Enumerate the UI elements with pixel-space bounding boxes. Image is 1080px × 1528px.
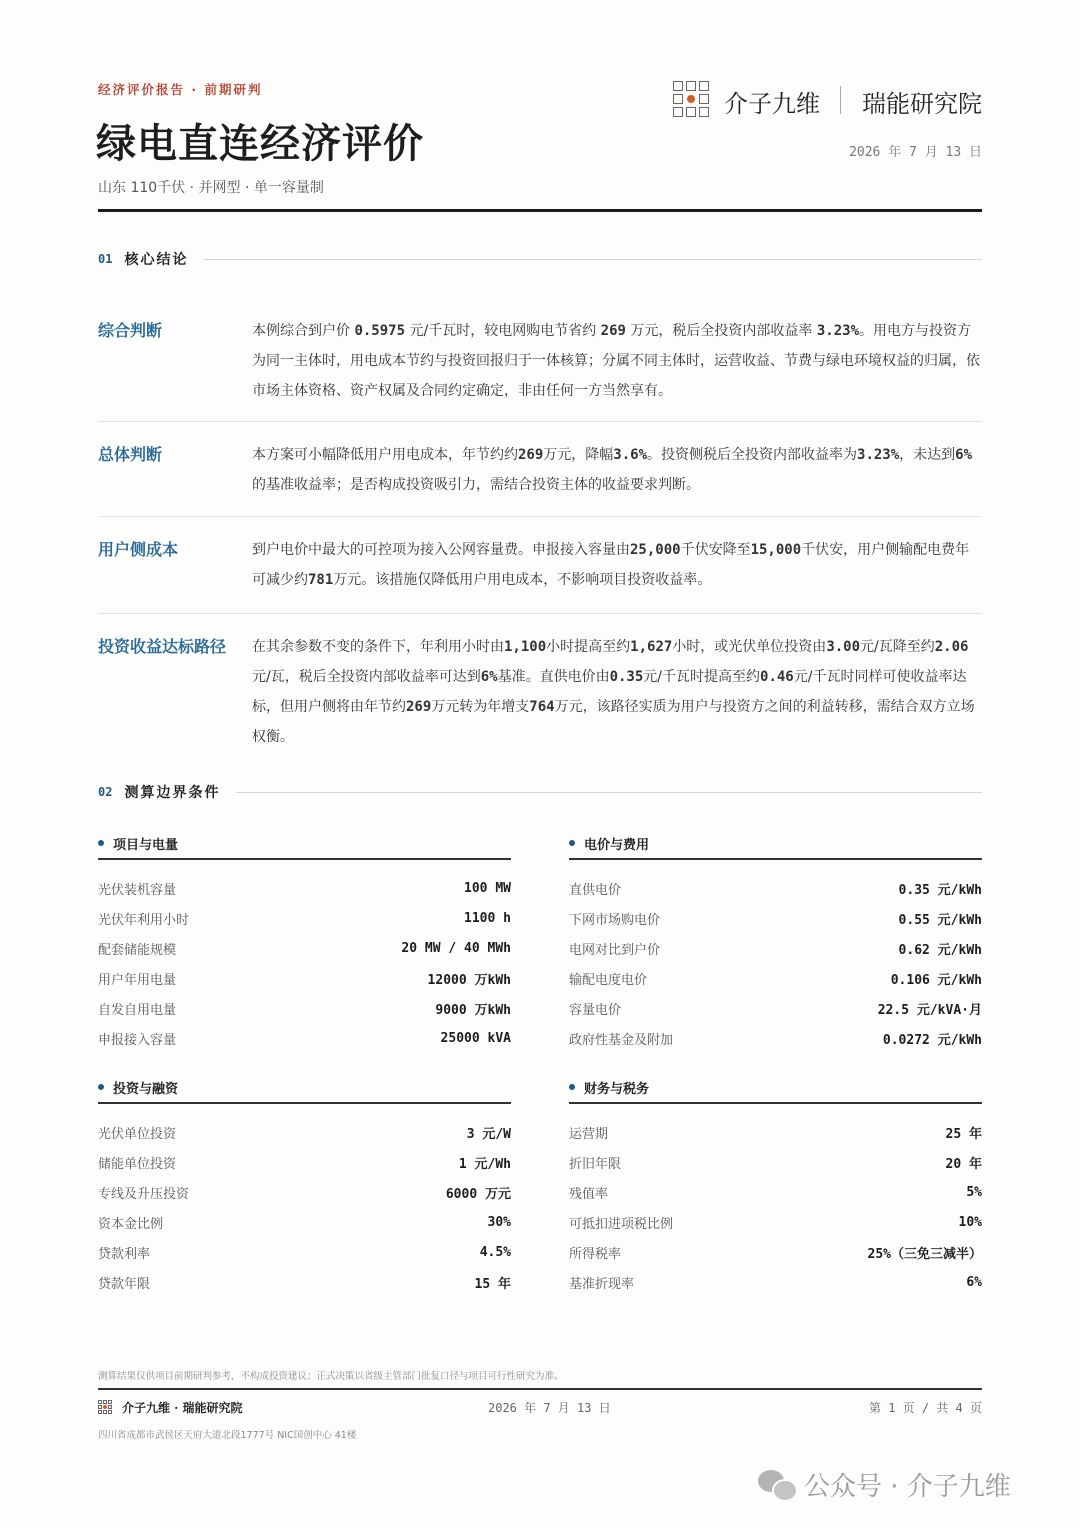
table-row — [98, 903, 511, 933]
brand-primary: 介子九维 — [724, 90, 820, 118]
highlight-value: 6% — [480, 669, 498, 685]
param-name: 申报接入容量 — [98, 1032, 177, 1048]
conclusion-item — [98, 632, 982, 752]
param-name: 所得税率 — [569, 1246, 622, 1262]
param-name: 用户年用电量 — [98, 972, 177, 988]
param-table-finance — [569, 1076, 982, 1297]
param-value: 0.106 元/kWh — [890, 972, 982, 988]
text-run: 万元，税后全投资内部收益率 — [625, 323, 817, 339]
table-row — [98, 1207, 511, 1237]
param-value: 10% — [958, 1214, 982, 1230]
param-value: 25 年 — [945, 1126, 982, 1142]
conclusion-label: 综合判断 — [98, 321, 163, 340]
text-run: 元/千瓦时同样可使收益率达标，但用户侧将由年节约 — [252, 669, 967, 715]
text-run: 到户电价中最大的可控项为接入公网容量费。申报接入容量由 — [252, 542, 630, 558]
text-run: 的基准收益率；是否构成投资吸引力，需结合投资主体的收益要求判断。 — [252, 477, 700, 493]
footer-logo-icon — [98, 1400, 113, 1415]
param-value: 20 年 — [945, 1156, 982, 1172]
text-run: 小时提高至约 — [546, 639, 631, 655]
section-header-assumptions — [98, 782, 982, 802]
param-name: 容量电价 — [569, 1002, 622, 1018]
text-run: ，未达到 — [899, 447, 956, 463]
wechat-icon — [758, 1470, 794, 1500]
param-name: 配套储能规模 — [98, 942, 177, 958]
param-name: 贷款年限 — [98, 1276, 151, 1292]
highlight-value: 25,000 — [630, 542, 681, 558]
footer-date: 2026 年 7 月 13 日 — [488, 1401, 611, 1415]
param-table-project — [98, 832, 511, 1053]
table-row — [569, 1117, 982, 1147]
highlight-value: 15,000 — [750, 542, 802, 558]
conclusion-item — [98, 440, 982, 500]
text-run: 在其余参数不变的条件下，年利用小时由 — [252, 639, 504, 655]
param-name: 资本金比例 — [98, 1216, 164, 1232]
highlight-value: 1,100 — [504, 639, 547, 655]
param-name: 残值率 — [569, 1186, 609, 1202]
param-name: 光伏年利用小时 — [98, 912, 190, 928]
text-run: 本方案可小幅降低用户用电成本，年节约约 — [252, 447, 518, 463]
text-run: 千伏安降至 — [680, 542, 751, 558]
conclusion-text — [252, 316, 982, 406]
table-row — [569, 1207, 982, 1237]
conclusion-label: 用户侧成本 — [98, 540, 179, 559]
highlight-value: 0.35 — [609, 669, 644, 685]
param-name: 运营期 — [569, 1126, 609, 1142]
footer-address: 四川省成都市武侯区天府大道北段1777号 NIC国创中心 41楼 — [98, 1430, 357, 1441]
table-row — [569, 1023, 982, 1053]
page-title: 绿电直连经济评价 — [96, 120, 424, 167]
highlight-value: 1,627 — [630, 639, 673, 655]
brand-secondary: 瑞能研究院 — [862, 90, 982, 118]
footer-divider — [98, 1388, 982, 1390]
table-title-text: 投资与融资 — [113, 1081, 179, 1097]
conclusion-text — [252, 440, 982, 500]
text-run: 千伏安，用户侧输配电费年可减少约 — [252, 542, 970, 588]
param-value: 12000 万kWh — [427, 972, 511, 988]
text-run: 元/千瓦时，较电网购电节省约 — [405, 323, 601, 339]
param-value: 30% — [487, 1214, 511, 1230]
section-header-conclusions — [98, 249, 982, 269]
highlight-value: 781 — [308, 572, 334, 588]
disclaimer: 测算结果仅供项目前期研判参考，不构成投资建议；正式决策以省级主管部门批复口径与项目可行性研究为准。 — [98, 1371, 564, 1382]
highlight-value: 3.00 — [826, 639, 861, 655]
text-run: 本例综合到户价 — [252, 323, 355, 339]
footer-brand: 介子九维 · 瑞能研究院 — [122, 1401, 243, 1415]
param-table-investment — [98, 1076, 511, 1297]
bullet-icon — [569, 1084, 575, 1090]
param-name: 基准折现率 — [569, 1276, 635, 1292]
param-name: 政府性基金及附加 — [569, 1032, 674, 1048]
param-name: 专线及升压投资 — [98, 1186, 190, 1202]
table-row — [98, 1177, 511, 1207]
divider — [98, 613, 982, 614]
highlight-value: 269 — [600, 323, 626, 339]
param-name: 可抵扣进项税比例 — [569, 1216, 674, 1232]
text-run: 元/瓦降至约 — [860, 639, 935, 655]
watermark-text: 公众号 · 介子九维 — [804, 1472, 1011, 1502]
page-number: 第 1 页 / 共 4 页 — [868, 1401, 982, 1415]
section-rule — [236, 792, 982, 793]
param-name: 贷款利率 — [98, 1246, 151, 1262]
table-row — [98, 1023, 511, 1053]
table-title — [569, 832, 982, 860]
table-row — [98, 1237, 511, 1267]
table-row — [569, 933, 982, 963]
table-row — [569, 1147, 982, 1177]
conclusion-label: 投资收益达标路径 — [98, 637, 227, 656]
brand-divider — [840, 86, 841, 114]
table-row — [98, 993, 511, 1023]
text-run: 小时，或光伏单位投资由 — [672, 639, 827, 655]
text-run: 万元，降幅 — [543, 447, 614, 463]
table-row — [98, 1147, 511, 1177]
brand-logo-icon — [673, 81, 711, 117]
page-subtitle: 山东 110千伏 · 并网型 · 单一容量制 — [98, 180, 324, 196]
conclusion-text — [252, 535, 982, 595]
text-run: 。投资侧税后全投资内部收益率为 — [647, 447, 858, 463]
table-title-text: 财务与税务 — [584, 1081, 650, 1097]
param-value: 0.62 元/kWh — [898, 942, 982, 958]
highlight-value: 2.06 — [934, 639, 969, 655]
table-title-text: 电价与费用 — [584, 837, 650, 853]
section-number: 02 — [98, 785, 113, 799]
bullet-icon — [98, 1084, 104, 1090]
param-value: 6% — [966, 1274, 982, 1290]
param-name: 电网对比到户价 — [569, 942, 661, 958]
bullet-icon — [569, 840, 575, 846]
conclusion-label: 总体判断 — [98, 445, 163, 464]
param-value: 20 MW / 40 MWh — [401, 940, 511, 956]
table-row — [98, 963, 511, 993]
bullet-icon — [98, 840, 104, 846]
param-value: 0.55 元/kWh — [898, 912, 982, 928]
table-row — [98, 933, 511, 963]
report-tagline: 经济评价报告 · 前期研判 — [98, 82, 263, 97]
text-run: 基准。直供电价由 — [497, 669, 610, 685]
param-value: 25%（三免三减半） — [867, 1246, 982, 1262]
highlight-value: 6% — [955, 447, 973, 463]
table-row — [569, 1267, 982, 1297]
table-title — [569, 1076, 982, 1104]
param-name: 自发自用电量 — [98, 1002, 177, 1018]
highlight-value: 0.5975 — [354, 323, 406, 339]
param-value: 5% — [966, 1184, 982, 1200]
table-row — [569, 1177, 982, 1207]
param-name: 折旧年限 — [569, 1156, 622, 1172]
table-row — [569, 993, 982, 1023]
param-value: 22.5 元/kVA·月 — [877, 1002, 982, 1018]
param-value: 0.35 元/kWh — [898, 882, 982, 898]
divider — [98, 421, 982, 422]
section-title: 测算边界条件 — [124, 785, 221, 801]
param-value: 0.0272 元/kWh — [882, 1032, 982, 1048]
watermark — [758, 1466, 1011, 1503]
param-value: 25000 kVA — [440, 1030, 511, 1046]
param-name: 直供电价 — [569, 882, 622, 898]
param-table-price — [569, 832, 982, 1053]
highlight-value: 0.46 — [760, 669, 794, 685]
table-title-text: 项目与电量 — [113, 837, 179, 853]
param-name: 下网市场购电价 — [569, 912, 661, 928]
table-row — [569, 903, 982, 933]
text-run: 元/千瓦时提高至约 — [643, 669, 761, 685]
conclusion-text — [252, 632, 982, 752]
table-title — [98, 1076, 511, 1104]
param-name: 光伏单位投资 — [98, 1126, 177, 1142]
param-value: 3 元/W — [466, 1126, 511, 1142]
table-row — [569, 1237, 982, 1267]
param-value: 15 年 — [474, 1276, 511, 1292]
text-run: 。用电方与投资方为同一主体时，用电成本节约与投资回报归于一体核算；分属不同主体时，运营收益、节费与绿电环境权益的归属，依市场主体资格、资产权属及合同约定确定，非由任何一方当然享有。 — [252, 323, 980, 399]
table-row — [569, 963, 982, 993]
highlight-value: 3.6% — [613, 447, 648, 463]
param-value: 6000 万元 — [445, 1186, 511, 1202]
text-run: 万元。该措施仅降低用户用电成本，不影响项目投资收益率。 — [333, 572, 712, 588]
text-run: 万元，该路径实质为用户与投资方之间的利益转移，需结合双方立场权衡。 — [252, 699, 975, 745]
param-name: 光伏装机容量 — [98, 882, 177, 898]
table-row — [98, 873, 511, 903]
highlight-value: 3.23% — [816, 323, 860, 339]
highlight-value: 269 — [406, 699, 432, 715]
header-divider — [98, 209, 982, 212]
highlight-value: 764 — [529, 699, 555, 715]
section-title: 核心结论 — [124, 252, 189, 268]
highlight-value: 269 — [518, 447, 544, 463]
table-row — [569, 873, 982, 903]
table-row — [98, 1267, 511, 1297]
text-run: 万元转为年增支 — [431, 699, 530, 715]
param-name: 输配电度电价 — [569, 972, 648, 988]
conclusion-item — [98, 535, 982, 595]
param-value: 4.5% — [479, 1244, 511, 1260]
divider — [98, 516, 982, 517]
text-run: 元/瓦，税后全投资内部收益率可达到 — [252, 669, 481, 685]
param-value: 1 元/Wh — [458, 1156, 511, 1172]
param-name: 储能单位投资 — [98, 1156, 177, 1172]
highlight-value: 3.23% — [857, 447, 900, 463]
table-row — [98, 1117, 511, 1147]
param-value: 9000 万kWh — [435, 1002, 511, 1018]
param-value: 100 MW — [464, 880, 511, 896]
table-title — [98, 832, 511, 860]
section-rule — [204, 259, 982, 260]
section-number: 01 — [98, 252, 113, 266]
param-value: 1100 h — [464, 910, 511, 926]
report-date: 2026 年 7 月 13 日 — [849, 145, 982, 160]
conclusion-item — [98, 316, 982, 406]
